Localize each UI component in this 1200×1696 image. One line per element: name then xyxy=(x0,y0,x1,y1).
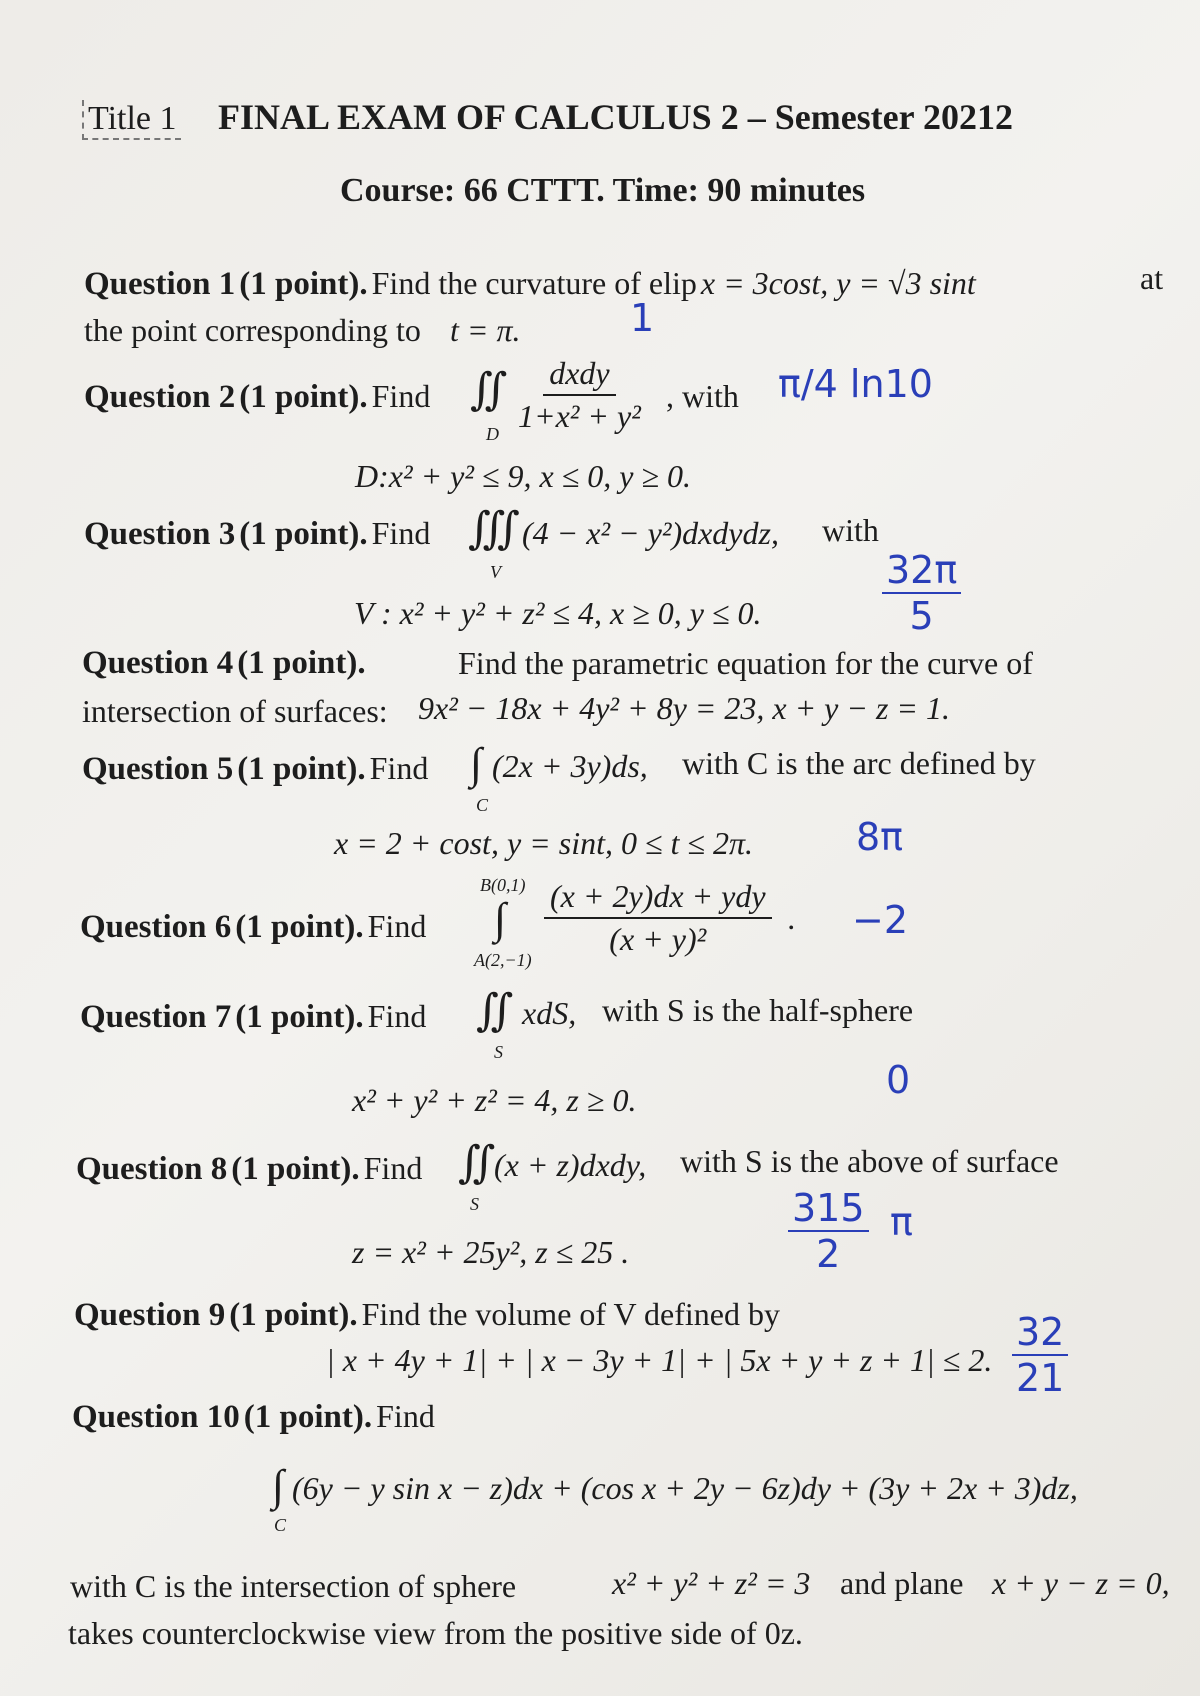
question-label: Question 2 xyxy=(84,379,236,415)
answer-numerator: 315 xyxy=(788,1186,869,1232)
question-7-heading xyxy=(80,998,426,1036)
question-math-line2: t = π. xyxy=(450,312,521,348)
answer-denominator: 21 xyxy=(1016,1356,1065,1400)
integrand-fraction xyxy=(544,878,772,958)
question-text: Find the parametric equation for the curve of xyxy=(458,645,1033,681)
question-1-heading xyxy=(84,265,976,303)
question-points: (1 point). xyxy=(237,751,366,787)
curve-subscript: C xyxy=(476,795,489,815)
question-text-line3: with C is the intersection of sphere xyxy=(70,1568,517,1604)
curve-subscript: C xyxy=(274,1515,287,1535)
question-points: (1 point). xyxy=(237,645,366,681)
handwritten-answer: 1 xyxy=(630,296,655,340)
handwritten-answer xyxy=(1012,1310,1068,1400)
answer-numerator: 32π xyxy=(882,548,961,594)
surface-subscript: S xyxy=(470,1194,479,1214)
upper-limit: B(0,1) xyxy=(480,875,526,895)
handwritten-answer: 0 xyxy=(886,1058,911,1102)
answer-denominator: 2 xyxy=(816,1232,841,1276)
exam-title: FINAL EXAM OF CALCULUS 2 – Semester 20212 xyxy=(218,97,1013,137)
handwritten-answer xyxy=(882,548,961,638)
integrand: (2x + 3y)ds, xyxy=(492,748,648,784)
question-end-period: . xyxy=(788,900,796,936)
question-4-heading xyxy=(82,645,366,682)
region-subscript: V xyxy=(490,562,501,582)
volume-inequality: | x + 4y + 1| + | x − 3y + 1| + | 5x + y + z + 1| ≤ 2. xyxy=(326,1342,993,1378)
find-text: Find xyxy=(371,378,431,414)
question-label: Question 6 xyxy=(80,909,232,945)
question-6-heading xyxy=(80,908,426,946)
question-5-heading xyxy=(82,750,428,788)
question-2-heading xyxy=(84,378,430,416)
question-points: (1 point). xyxy=(239,379,368,415)
question-label: Question 8 xyxy=(76,1151,228,1187)
with-text: with S is the half-sphere xyxy=(602,992,914,1028)
question-points: (1 point). xyxy=(231,1151,360,1187)
question-text-line4: takes counterclockwise view from the positive side of 0z. xyxy=(68,1615,803,1651)
question-10-heading xyxy=(72,1398,435,1436)
question-label: Question 10 xyxy=(72,1399,240,1435)
with-text: with C is the arc defined by xyxy=(682,745,1036,781)
handwritten-answer xyxy=(788,1186,869,1276)
question-label: Question 7 xyxy=(80,999,232,1035)
integrand: (x + z)dxdy, xyxy=(494,1147,647,1183)
plane-equation: x + y − z = 0, xyxy=(992,1565,1170,1601)
surface-definition: x² + y² + z² = 4, z ≥ 0. xyxy=(352,1082,637,1118)
fraction-denominator: 1+x² + y² xyxy=(518,398,641,434)
question-points: (1 point). xyxy=(243,1399,373,1435)
with-text: with xyxy=(822,512,879,548)
question-3-heading xyxy=(84,515,430,553)
question-label: Question 1 xyxy=(84,266,236,302)
fraction-denominator: (x + y)² xyxy=(609,921,707,957)
question-text-line2: the point corresponding to xyxy=(84,312,421,348)
question-points: (1 point). xyxy=(235,999,364,1035)
answer-denominator: 5 xyxy=(909,594,934,638)
question-text: Find the curvature of elip xyxy=(371,265,697,301)
question-label: Question 4 xyxy=(82,645,234,681)
question-points: (1 point). xyxy=(239,516,368,552)
surface-equations: 9x² − 18x + 4y² + 8y = 23, x + y − z = 1. xyxy=(418,690,951,726)
surface-subscript: S xyxy=(494,1042,503,1062)
with-text: , with xyxy=(666,378,739,414)
domain-definition: D:x² + y² ≤ 9, x ≤ 0, y ≥ 0. xyxy=(355,458,692,494)
integrand: xdS, xyxy=(522,995,577,1031)
question-math: x = 3cost, y = √3 sint xyxy=(700,265,976,301)
handwritten-answer: π/4 ln10 xyxy=(778,362,933,406)
surface-integral-sign: ∬ xyxy=(476,986,514,1035)
plane-text: and plane xyxy=(840,1565,964,1601)
find-text: Find xyxy=(363,1150,423,1186)
region-subscript: D xyxy=(486,424,499,444)
question-text: Find the volume of V defined by xyxy=(361,1296,780,1332)
line-integral-sign: ∫ xyxy=(494,894,507,943)
fraction-numerator: dxdy xyxy=(543,355,615,396)
question-label: Question 3 xyxy=(84,516,236,552)
find-text: Find xyxy=(371,515,431,551)
question-points: (1 point). xyxy=(235,909,364,945)
answer-suffix: π xyxy=(890,1200,913,1244)
find-text: Find xyxy=(367,998,427,1034)
domain-definition: V : x² + y² + z² ≤ 4, x ≥ 0, y ≤ 0. xyxy=(354,595,762,631)
surface-integral-sign: ∬ xyxy=(458,1138,496,1187)
integrand-fraction xyxy=(512,355,647,435)
answer-numerator: 32 xyxy=(1012,1310,1068,1356)
question-points: (1 point). xyxy=(239,266,368,302)
question-points: (1 point). xyxy=(229,1297,358,1333)
handwritten-answer: −2 xyxy=(852,898,909,942)
lower-limit: A(2,−1) xyxy=(474,950,532,970)
question-text-line2: intersection of surfaces: xyxy=(82,693,388,729)
integrand: (6y − y sin x − z)dx + (cos x + 2y − 6z)dy + (3y + 2x + 3)dz, xyxy=(292,1470,1078,1506)
triple-integral-sign: ∭ xyxy=(468,504,521,553)
surface-definition: z = x² + 25y², z ≤ 25 . xyxy=(352,1234,630,1270)
fraction-numerator: (x + 2y)dx + ydy xyxy=(544,878,772,919)
curve-definition: x = 2 + cost, y = sint, 0 ≤ t ≤ 2π. xyxy=(334,825,754,861)
question-text-end: at xyxy=(1140,260,1164,296)
find-text: Find xyxy=(376,1398,435,1434)
handwritten-answer: 8π xyxy=(856,815,904,859)
question-label: Question 9 xyxy=(74,1297,226,1333)
find-text: Find xyxy=(367,908,427,944)
line-integral-sign: ∫ xyxy=(272,1461,285,1510)
question-label: Question 5 xyxy=(82,751,234,787)
integrand: (4 − x² − y²)dxdydz, xyxy=(522,515,779,551)
double-integral-sign: ∬ xyxy=(470,365,508,414)
sphere-equation: x² + y² + z² = 3 xyxy=(612,1565,811,1601)
find-text: Find xyxy=(369,750,429,786)
course-info: Course: 66 CTTT. Time: 90 minutes xyxy=(340,172,866,209)
with-text: with S is the above of surface xyxy=(680,1143,1059,1179)
question-9-heading xyxy=(74,1296,780,1334)
question-8-heading xyxy=(76,1150,422,1188)
title-tag: Title 1 xyxy=(82,100,181,140)
line-integral-sign: ∫ xyxy=(470,739,483,788)
